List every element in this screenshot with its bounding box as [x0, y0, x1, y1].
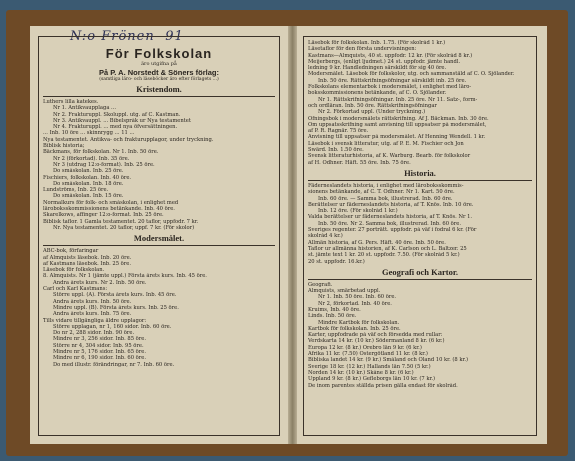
catalog-line: ledning 9 kr. Handledningen särskildt för sig 40 öre. [308, 65, 447, 72]
catalog-line: Normalkurs för folk- och småskolan, i enlighet med [43, 199, 179, 206]
catalog-line: Nr. Nya testamentet. 20 taflor, uppf. 7 kr. (För skolor) [53, 224, 195, 231]
catalog-line: Verdskarta 14 kr. (10 kr.) Södermanland 8 kr. (6 kr.) [308, 338, 445, 345]
catalog-line: Andra årets kurs. Nr 2. Inb. 50 öre. [53, 279, 147, 286]
catalog-line: Öfningsbok i modersmålets rättskrifning. Af J. Bäckman. Inb. 30 öre. [308, 115, 489, 122]
catalog-line: Nr 4. Frakturuppl. ... med nya öfversättningen. [53, 124, 178, 131]
divider [308, 180, 532, 181]
catalog-line: Bibliska landet 14 kr. (9 kr.) Småland och Öland 10 kr. (8 kr.) [308, 357, 469, 364]
catalog-line: Do småskolan. Inb. 15 öre. [53, 193, 124, 200]
catalog-line: Modersmålet. Läsebok för folkskolor, utg. och sammanstäld af C. O. Sjölander. [308, 71, 515, 78]
catalog-line: Sveriges regenter. 27 porträtt. uppfodr. på väf i fodral 6 kr. (För [308, 227, 477, 234]
catalog-line: Mindre nr 3, 256 sidor. Inb. 85 öre. [53, 336, 147, 343]
left-page [30, 26, 288, 444]
left-sections [43, 84, 275, 368]
catalog-line: st. jämte text 1 kr. 20 st. uppfodr. 7.50. (För skolråd 5 kr.) [308, 252, 460, 259]
catalog-line: Karter, uppfodrade på väf och försedda med rullar: [308, 332, 443, 339]
catalog-line: Nr 3. Antikvauppl. ... Bibelspråk ur Nya testamentet [53, 117, 191, 124]
catalog-line: boksskommissionens betänkande, af C. O. Sjölander. [308, 90, 447, 97]
catalog-line: Mindre Kartbok för folkskolan. [318, 319, 400, 326]
catalog-line: Do med illustr. förändringar, nr 7. Inb. 60 öre. [53, 361, 175, 368]
catalog-line: Läsebok för folkskolan. [43, 267, 105, 274]
section-heading: Kristendom. [136, 84, 182, 94]
catalog-line: Nr 1. Antikvaupplaga ... [53, 105, 117, 112]
catalog-line: Andra årets kurs. Inb. 75 öre. [53, 311, 132, 318]
catalog-line: Lundströms, Inb. 25 öre. [43, 187, 109, 194]
catalog-line: Nr 2. Förkortad uppl. (Under tryckning.) [318, 109, 426, 116]
catalog-line: Nr 3 (utdrag 12:o-format). Inb. 25 öre. [53, 161, 155, 168]
catalog-line: af Kastmans läsebok. Inb. 25 öre. [43, 260, 131, 267]
catalog-line: Inb. 12 öre. (För skolråd 1 kr.) [318, 208, 398, 215]
catalog-line: Fäderneslandets historia, i enlighet med läroboksskommis- [308, 182, 464, 189]
catalog-line: Kastmans—Almquists, 40 st. uppfodr. 12 kr. (För skolråd 8 kr.) [308, 52, 473, 59]
catalog-line: Större upplagan, nr 1, 160 sidor. Inb. 60 öre. [53, 323, 172, 330]
catalog-line: Allmän historia, af G. Pers. Häft. 40 öre. Inb. 50 öre. [308, 239, 446, 246]
catalog-line: Almquists, smärbetad uppl. [308, 288, 381, 295]
catalog-line: Afrika 11 kr. (7.50) Östergötland 11 kr. (8 kr.) [308, 351, 428, 358]
catalog-line: Läsebok i svensk litteratur, utg. af P. E. M. Fischier och Jon [308, 140, 464, 147]
catalog-line: Do småskolan. Inb. 25 öre. [53, 168, 124, 175]
catalog-line: Europa 12 kr. (8 kr.) Örebro län 9 kr. (6 kr.) [308, 344, 422, 351]
catalog-line: Större nr 4, 304 sidor. Inb. 95 öre. [53, 342, 144, 349]
catalog-line: Berättelser ur fäderneslandets historia, af T. Knös. Inb. 10 öre. [308, 201, 474, 208]
catalog-line: Inb. 60 öre. — Samma bok, illustrerad. Inb. 60 öre. [318, 195, 453, 202]
catalog-line: Andra årets kurs. Inb. 50 öre. [53, 298, 132, 305]
catalog-line: Nr 2. Frakturuppl. Skoluppl. utg. af C. Kastman. [53, 111, 181, 118]
catalog-line: Om uppsatsskrifning samt anvisning till uppsatser på modersmålet, [308, 121, 487, 128]
page-title: För Folkskolan [105, 46, 213, 61]
catalog-line: Bäckmans, för folkskolan. Nr 1. Inb. 50 öre. [43, 149, 159, 156]
subtitle-small: äro utgifna på [141, 61, 177, 67]
catalog-line: Linds. Inb. 50 öre. [308, 313, 357, 320]
section-heading: Modersmålet. [133, 233, 185, 244]
catalog-line: Kruims, Inb. 40 öre. [308, 306, 361, 313]
catalog-line: Sverige 18 kr. (12 kr.) Hallands län 7.50 (5 kr.) [308, 363, 431, 370]
catalog-line: Valda berättelser ur fäderneslandets historia, af T. Knös. Nr 1. [308, 214, 473, 221]
catalog-line: Taflor ur allmänna historien, af K. Carlson och L. Baltzer. 25 [308, 245, 467, 252]
catalog-line: Läsetaflor för den första undervisningen: [308, 46, 417, 53]
catalog-line: Fischiers, folkskolan. Inb. 40 öre. [43, 174, 132, 181]
catalog-line: 8. Almquists. Nr 1 (jämte uppl.) Första årets kurs. Inb. 45 öre. [43, 273, 207, 280]
catalog-line: Inb. 50 öre. Nr 2. Samma bok, illustrerad. Inb. 60 öre. [318, 220, 461, 227]
catalog-line: De inom parentes ställda prisen gälla endast för skolråd. [308, 382, 458, 389]
publisher-line: På P. A. Norstedt & Söners förlag: [98, 68, 220, 77]
catalog-line: Svensk litteraturhistoria, af K. Warburg. Bearb. för folkskolor [308, 153, 471, 160]
catalog-line: Do småskolan. Inb. 18 öre. [53, 180, 124, 187]
catalog-line: Skarelkows, affinger 12:o-format. Inb. 25 öre. [43, 212, 164, 219]
catalog-line: Mindre nr 6, 190 sidor. Inb. 60 öre. [53, 355, 147, 362]
catalog-line: Norden 14 kr. (10 kr.) Skåne 8 kr. (6 kr.) [308, 369, 414, 376]
catalog-line: Kartbok för folkskolan. Inb. 25 öre. [308, 325, 401, 332]
catalog-line: Inb. 50 öre. Rättskrifningsöfningar särskildt inb. 25 öre. [318, 77, 467, 84]
catalog-line: och ordläran. Inb. 50 öre. Rättskrifningsöfningar [308, 102, 437, 109]
right-sections [308, 40, 532, 389]
left-frame [38, 36, 280, 436]
divider [43, 96, 275, 97]
catalog-line: 20 st. uppfodr. 16.kr.) [308, 258, 365, 265]
divider [308, 279, 532, 280]
handwritten-note: N:o Frönen -91 [70, 29, 184, 44]
catalog-line: Nr 2, förkortad. Inb. 40 öre. [318, 300, 392, 307]
catalog-line: Större uppl. (A). Första årets kurs. Inb. 45 öre. [53, 292, 177, 299]
catalog-line: Nya testamentet. Antikva- och frakturupplagor, under tryckning. [43, 136, 214, 143]
catalog-line: Uppland 9 kr. (8 kr.) Gefleborgs län 10 kr. (7 kr.) [308, 376, 436, 383]
booklet-cover [6, 10, 568, 456]
catalog-line: Meijerbergs, (enligt ljudmet.) 24 st. uppfodr. jämte handl. [308, 58, 461, 65]
catalog-line: Carl och Karl Kastmans: [43, 286, 108, 293]
right-page [297, 26, 547, 444]
section-heading: Geografi och Kartor. [382, 266, 458, 277]
section-heading: Historia. [404, 167, 436, 178]
catalog-line: Mindre nr 5, 176 sidor. Inb. 65 öre. [53, 348, 147, 355]
catalog-line: af P. R. Ragnär. 75 öre. [308, 128, 369, 135]
catalog-line: Geografi. [308, 281, 333, 288]
catalog-line: läroboksskommissionens betänkande. Inb. 40 öre. [43, 206, 175, 213]
catalog-line: Biblisk historia; [43, 143, 85, 150]
catalog-line: Luthers lilla katekes. [43, 99, 99, 105]
catalog-line: Mindre uppl. (B). Första årets kurs. Inb. 25 öre. [53, 304, 179, 311]
catalog-line: Do nr 2, 288 sidor. Inb. 90 öre. [53, 330, 135, 337]
catalog-line: skolråd 4 kr.) [308, 233, 343, 240]
catalog-line: Nr 1. Inb. 50 öre. Inb. 60 öre. [318, 294, 397, 301]
right-frame [303, 36, 537, 436]
book-gutter [288, 26, 297, 444]
catalog-line: af Almquists läsebok. Inb. 20 öre. [43, 254, 132, 261]
catalog-line: Anvisning till uppsatser på modersmålet. Af Henning Wendell. 1 kr. [308, 134, 486, 141]
catalog-line: Tills vidare tillgängliga äldre upplagor: [43, 317, 147, 324]
divider [43, 245, 275, 246]
catalog-line: Läsebok för folkskolan. Inb. 1.75. (För skolråd 1 kr.) [308, 40, 446, 46]
catalog-line: sionens betänkande, af C. T. Odhner. Nr 1. Kart. 50 öre. [308, 189, 455, 196]
catalog-line: af H. Odhner. Häft. 55 öre. Inb. 75 öre. [308, 159, 411, 166]
catalog-line: Swärd. Inb. 1.50 öre. [308, 147, 364, 154]
publisher-note: (samtliga läro- och läseböcker äro efter förlagets ...) [99, 77, 219, 82]
catalog-line: Folkskolans elementarbok i modersmålet, i enlighet med läro- [308, 84, 472, 91]
catalog-line: ... Inb. 10 öre ... skinnrygg ... 11 ... [43, 130, 135, 137]
catalog-line: Nr 1. Rättskrifningsöfningar. Inb. 25 öre. Nr 11. Satz-, form- [318, 96, 478, 103]
catalog-line: Nr 2 (förkortad). Inb. 35 öre. [53, 155, 130, 162]
catalog-line: ABC-bok, förfaringar [43, 248, 99, 255]
catalog-line: Biblisk taflor. 1 Gamla testamentet. 20 taflor, uppfodr. 7 kr. [43, 218, 199, 225]
